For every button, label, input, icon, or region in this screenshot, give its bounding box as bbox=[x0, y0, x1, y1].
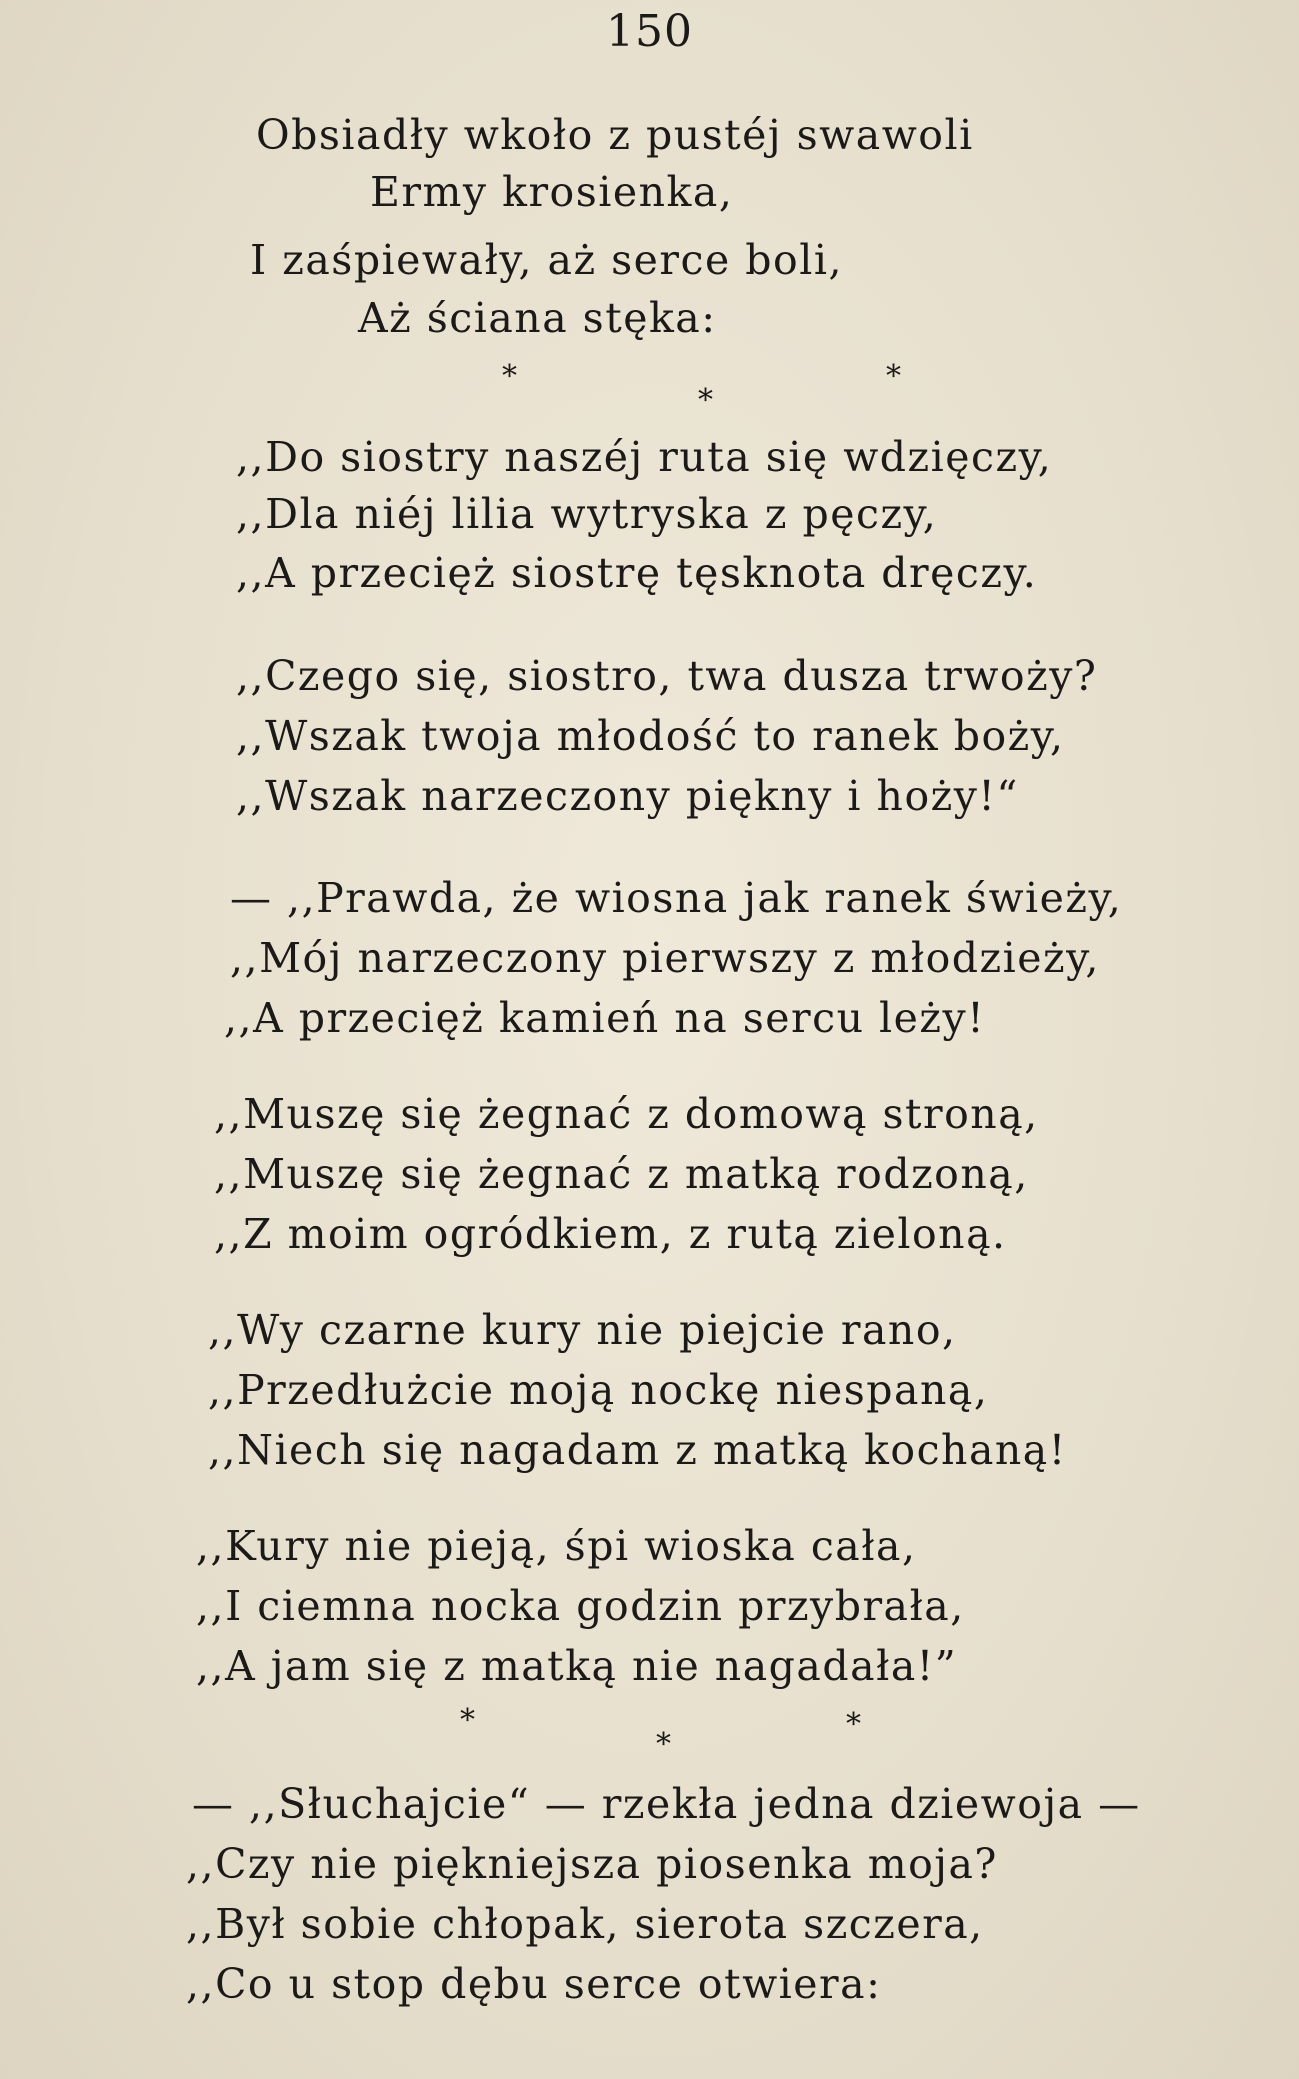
asterisk-separator: * bbox=[460, 1703, 475, 1738]
verse-line: Obsiadły wkoło z pustéj swawoli bbox=[256, 111, 974, 159]
verse-line: ,,Niech się nagadam z matką kochaną! bbox=[208, 1426, 1067, 1474]
verse-line: ,,Kury nie pieją, śpi wioska cała, bbox=[196, 1522, 917, 1570]
verse-line: — ,,Słuchajcie“ — rzekła jedna dziewoja — bbox=[192, 1780, 1141, 1828]
verse-line: ,,Przedłużcie moją nockę niespaną, bbox=[208, 1366, 989, 1414]
verse-line: ,,Muszę się żegnać z domową stroną, bbox=[214, 1090, 1039, 1138]
asterisk-separator: * bbox=[656, 1727, 671, 1762]
verse-line: Ermy krosienka, bbox=[370, 168, 734, 216]
verse-line: I zaśpiewały, aż serce boli, bbox=[250, 236, 843, 284]
verse-line: ,,Wy czarne kury nie piejcie rano, bbox=[208, 1306, 957, 1354]
verse-line: ,,Czego się, siostro, twa dusza trwoży? bbox=[236, 652, 1098, 700]
verse-line: ,,Wszak narzeczony piękny i hoży!“ bbox=[236, 772, 1019, 820]
verse-line: ,,Był sobie chłopak, sierota szczera, bbox=[186, 1900, 984, 1948]
asterisk-separator: * bbox=[886, 359, 901, 394]
verse-line: ,,Mój narzeczony pierwszy z młodzieży, bbox=[230, 934, 1100, 982]
verse-line: ,,A przecięż kamień na sercu leży! bbox=[224, 994, 986, 1042]
verse-line: Aż ściana stęka: bbox=[358, 294, 717, 342]
verse-line: ,,A przecięż siostrę tęsknota dręczy. bbox=[236, 549, 1038, 597]
asterisk-separator: * bbox=[698, 383, 713, 418]
asterisk-separator: * bbox=[502, 359, 517, 394]
verse-line: ,,I ciemna nocka godzin przybrała, bbox=[196, 1582, 965, 1630]
verse-line: ,,Wszak twoja młodość to ranek boży, bbox=[236, 712, 1065, 760]
verse-line: ,,Do siostry naszéj ruta się wdzięczy, bbox=[236, 433, 1053, 481]
verse-line: ,,Muszę się żegnać z matką rodzoną, bbox=[214, 1150, 1029, 1198]
asterisk-separator: * bbox=[846, 1707, 861, 1742]
verse-line: ,,A jam się z matką nie nagadała!” bbox=[196, 1642, 958, 1690]
verse-line: ,,Dla niéj lilia wytryska z pęczy, bbox=[236, 490, 938, 538]
page-number: 150 bbox=[606, 6, 693, 57]
verse-line: ,,Co u stop dębu serce otwiera: bbox=[186, 1960, 882, 2008]
verse-line: — ,,Prawda, że wiosna jak ranek świeży, bbox=[230, 874, 1123, 922]
verse-line: ,,Czy nie piękniejsza piosenka moja? bbox=[186, 1840, 998, 1888]
verse-line: ,,Z moim ogródkiem, z rutą zieloną. bbox=[214, 1210, 1007, 1258]
